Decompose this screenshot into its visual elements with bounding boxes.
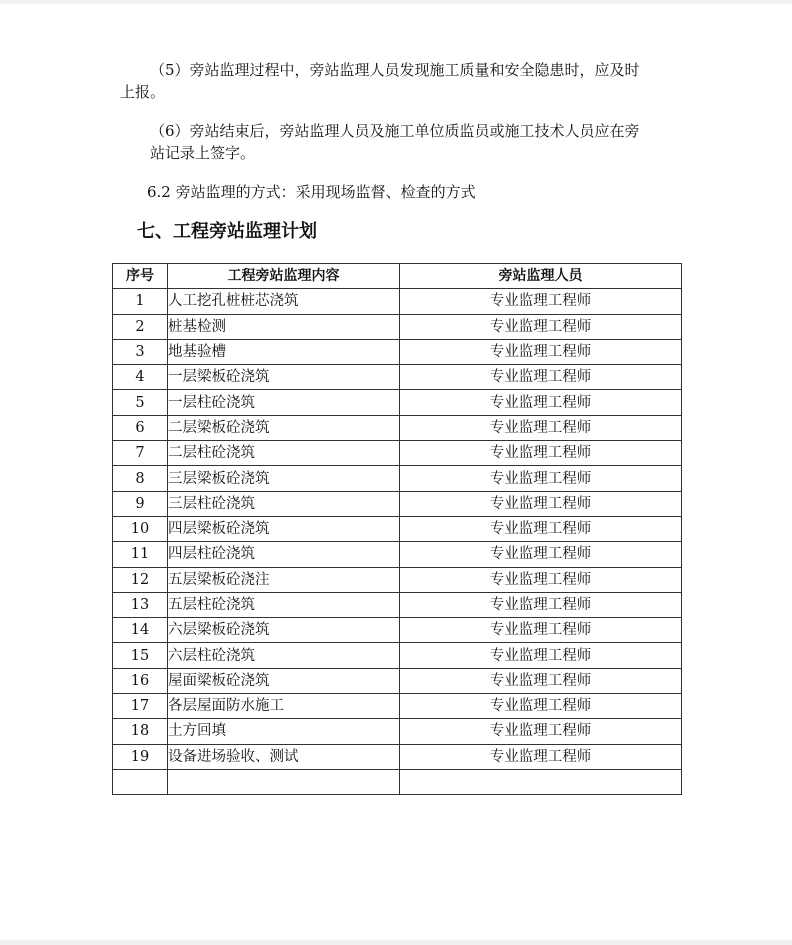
cell-person: 专业监理工程师 [400, 719, 682, 744]
table-row [113, 542, 682, 567]
cell-no: 4 [113, 365, 168, 390]
cell-no: 3 [113, 339, 168, 364]
cell-no: 15 [113, 643, 168, 668]
header-content: 工程旁站监理内容 [168, 264, 400, 289]
cell-person: 专业监理工程师 [400, 542, 682, 567]
cell-no: 2 [113, 314, 168, 339]
cell-no: 5 [113, 390, 168, 415]
cell-content: 二层柱砼浇筑 [168, 441, 400, 466]
cell-person: 专业监理工程师 [400, 516, 682, 541]
cell-content: 桩基检测 [168, 314, 400, 339]
cell-person: 专业监理工程师 [400, 668, 682, 693]
cell-person: 专业监理工程师 [400, 314, 682, 339]
table-row [113, 491, 682, 516]
supervision-plan-table [112, 263, 682, 795]
table-row [113, 441, 682, 466]
cell-person: 专业监理工程师 [400, 618, 682, 643]
cell-content: 四层梁板砼浇筑 [168, 516, 400, 541]
table-row [113, 744, 682, 769]
paragraph-item5-line2: 上报。 [120, 83, 166, 101]
paragraph-item6-line2: 站记录上签字。 [150, 144, 256, 162]
cell-person: 专业监理工程师 [400, 491, 682, 516]
table-row [113, 719, 682, 744]
cell-person: 专业监理工程师 [400, 592, 682, 617]
cell-person: 专业监理工程师 [400, 390, 682, 415]
table-row [113, 314, 682, 339]
table-row [113, 618, 682, 643]
cell-content: 六层柱砼浇筑 [168, 643, 400, 668]
header-no: 序号 [113, 264, 168, 289]
cell-person: 专业监理工程师 [400, 441, 682, 466]
page-bottom-edge [0, 940, 792, 945]
paragraph-item5-line1: （5）旁站监理过程中，旁站监理人员发现施工质量和安全隐患时，应及时 [150, 61, 640, 79]
cell-person: 专业监理工程师 [400, 643, 682, 668]
cell-person: 专业监理工程师 [400, 744, 682, 769]
cell-person [400, 769, 682, 794]
table-row [113, 668, 682, 693]
cell-no: 7 [113, 441, 168, 466]
cell-no: 11 [113, 542, 168, 567]
cell-person: 专业监理工程师 [400, 466, 682, 491]
cell-content: 土方回填 [168, 719, 400, 744]
cell-content: 四层柱砼浇筑 [168, 542, 400, 567]
cell-person: 专业监理工程师 [400, 567, 682, 592]
cell-no: 12 [113, 567, 168, 592]
cell-no: 6 [113, 415, 168, 440]
cell-no: 17 [113, 694, 168, 719]
table-row-empty [113, 769, 682, 794]
table-row [113, 516, 682, 541]
cell-no [113, 769, 168, 794]
cell-content: 设备进场验收、测试 [168, 744, 400, 769]
cell-content: 五层梁板砼浇注 [168, 567, 400, 592]
cell-person: 专业监理工程师 [400, 339, 682, 364]
cell-no: 9 [113, 491, 168, 516]
paragraph-method: 6.2 旁站监理的方式：采用现场监督、检查的方式 [147, 183, 476, 201]
table-row [113, 592, 682, 617]
cell-content: 三层柱砼浇筑 [168, 491, 400, 516]
cell-no: 13 [113, 592, 168, 617]
cell-content: 一层柱砼浇筑 [168, 390, 400, 415]
cell-no: 18 [113, 719, 168, 744]
cell-person: 专业监理工程师 [400, 694, 682, 719]
cell-content: 各层屋面防水施工 [168, 694, 400, 719]
table-row [113, 466, 682, 491]
table-row [113, 339, 682, 364]
cell-content: 六层梁板砼浇筑 [168, 618, 400, 643]
table-row [113, 694, 682, 719]
table-row [113, 643, 682, 668]
cell-content: 二层梁板砼浇筑 [168, 415, 400, 440]
cell-person: 专业监理工程师 [400, 289, 682, 314]
section-title: 七、工程旁站监理计划 [137, 221, 317, 242]
cell-no: 19 [113, 744, 168, 769]
cell-content: 三层梁板砼浇筑 [168, 466, 400, 491]
cell-no: 10 [113, 516, 168, 541]
header-person: 旁站监理人员 [400, 264, 682, 289]
table-body [113, 289, 682, 795]
table-header-row [113, 264, 682, 289]
table-row [113, 365, 682, 390]
cell-person: 专业监理工程师 [400, 365, 682, 390]
cell-no: 16 [113, 668, 168, 693]
cell-no: 14 [113, 618, 168, 643]
table-row [113, 289, 682, 314]
cell-content [168, 769, 400, 794]
cell-content: 五层柱砼浇筑 [168, 592, 400, 617]
cell-content: 地基验槽 [168, 339, 400, 364]
table-row [113, 567, 682, 592]
cell-content: 人工挖孔桩桩芯浇筑 [168, 289, 400, 314]
page-top-edge [0, 0, 792, 4]
cell-content: 屋面梁板砼浇筑 [168, 668, 400, 693]
cell-content: 一层梁板砼浇筑 [168, 365, 400, 390]
cell-person: 专业监理工程师 [400, 415, 682, 440]
cell-no: 8 [113, 466, 168, 491]
table-row [113, 390, 682, 415]
paragraph-item6-line1: （6）旁站结束后，旁站监理人员及施工单位质监员或施工技术人员应在旁 [150, 122, 640, 140]
table-row [113, 415, 682, 440]
cell-no: 1 [113, 289, 168, 314]
